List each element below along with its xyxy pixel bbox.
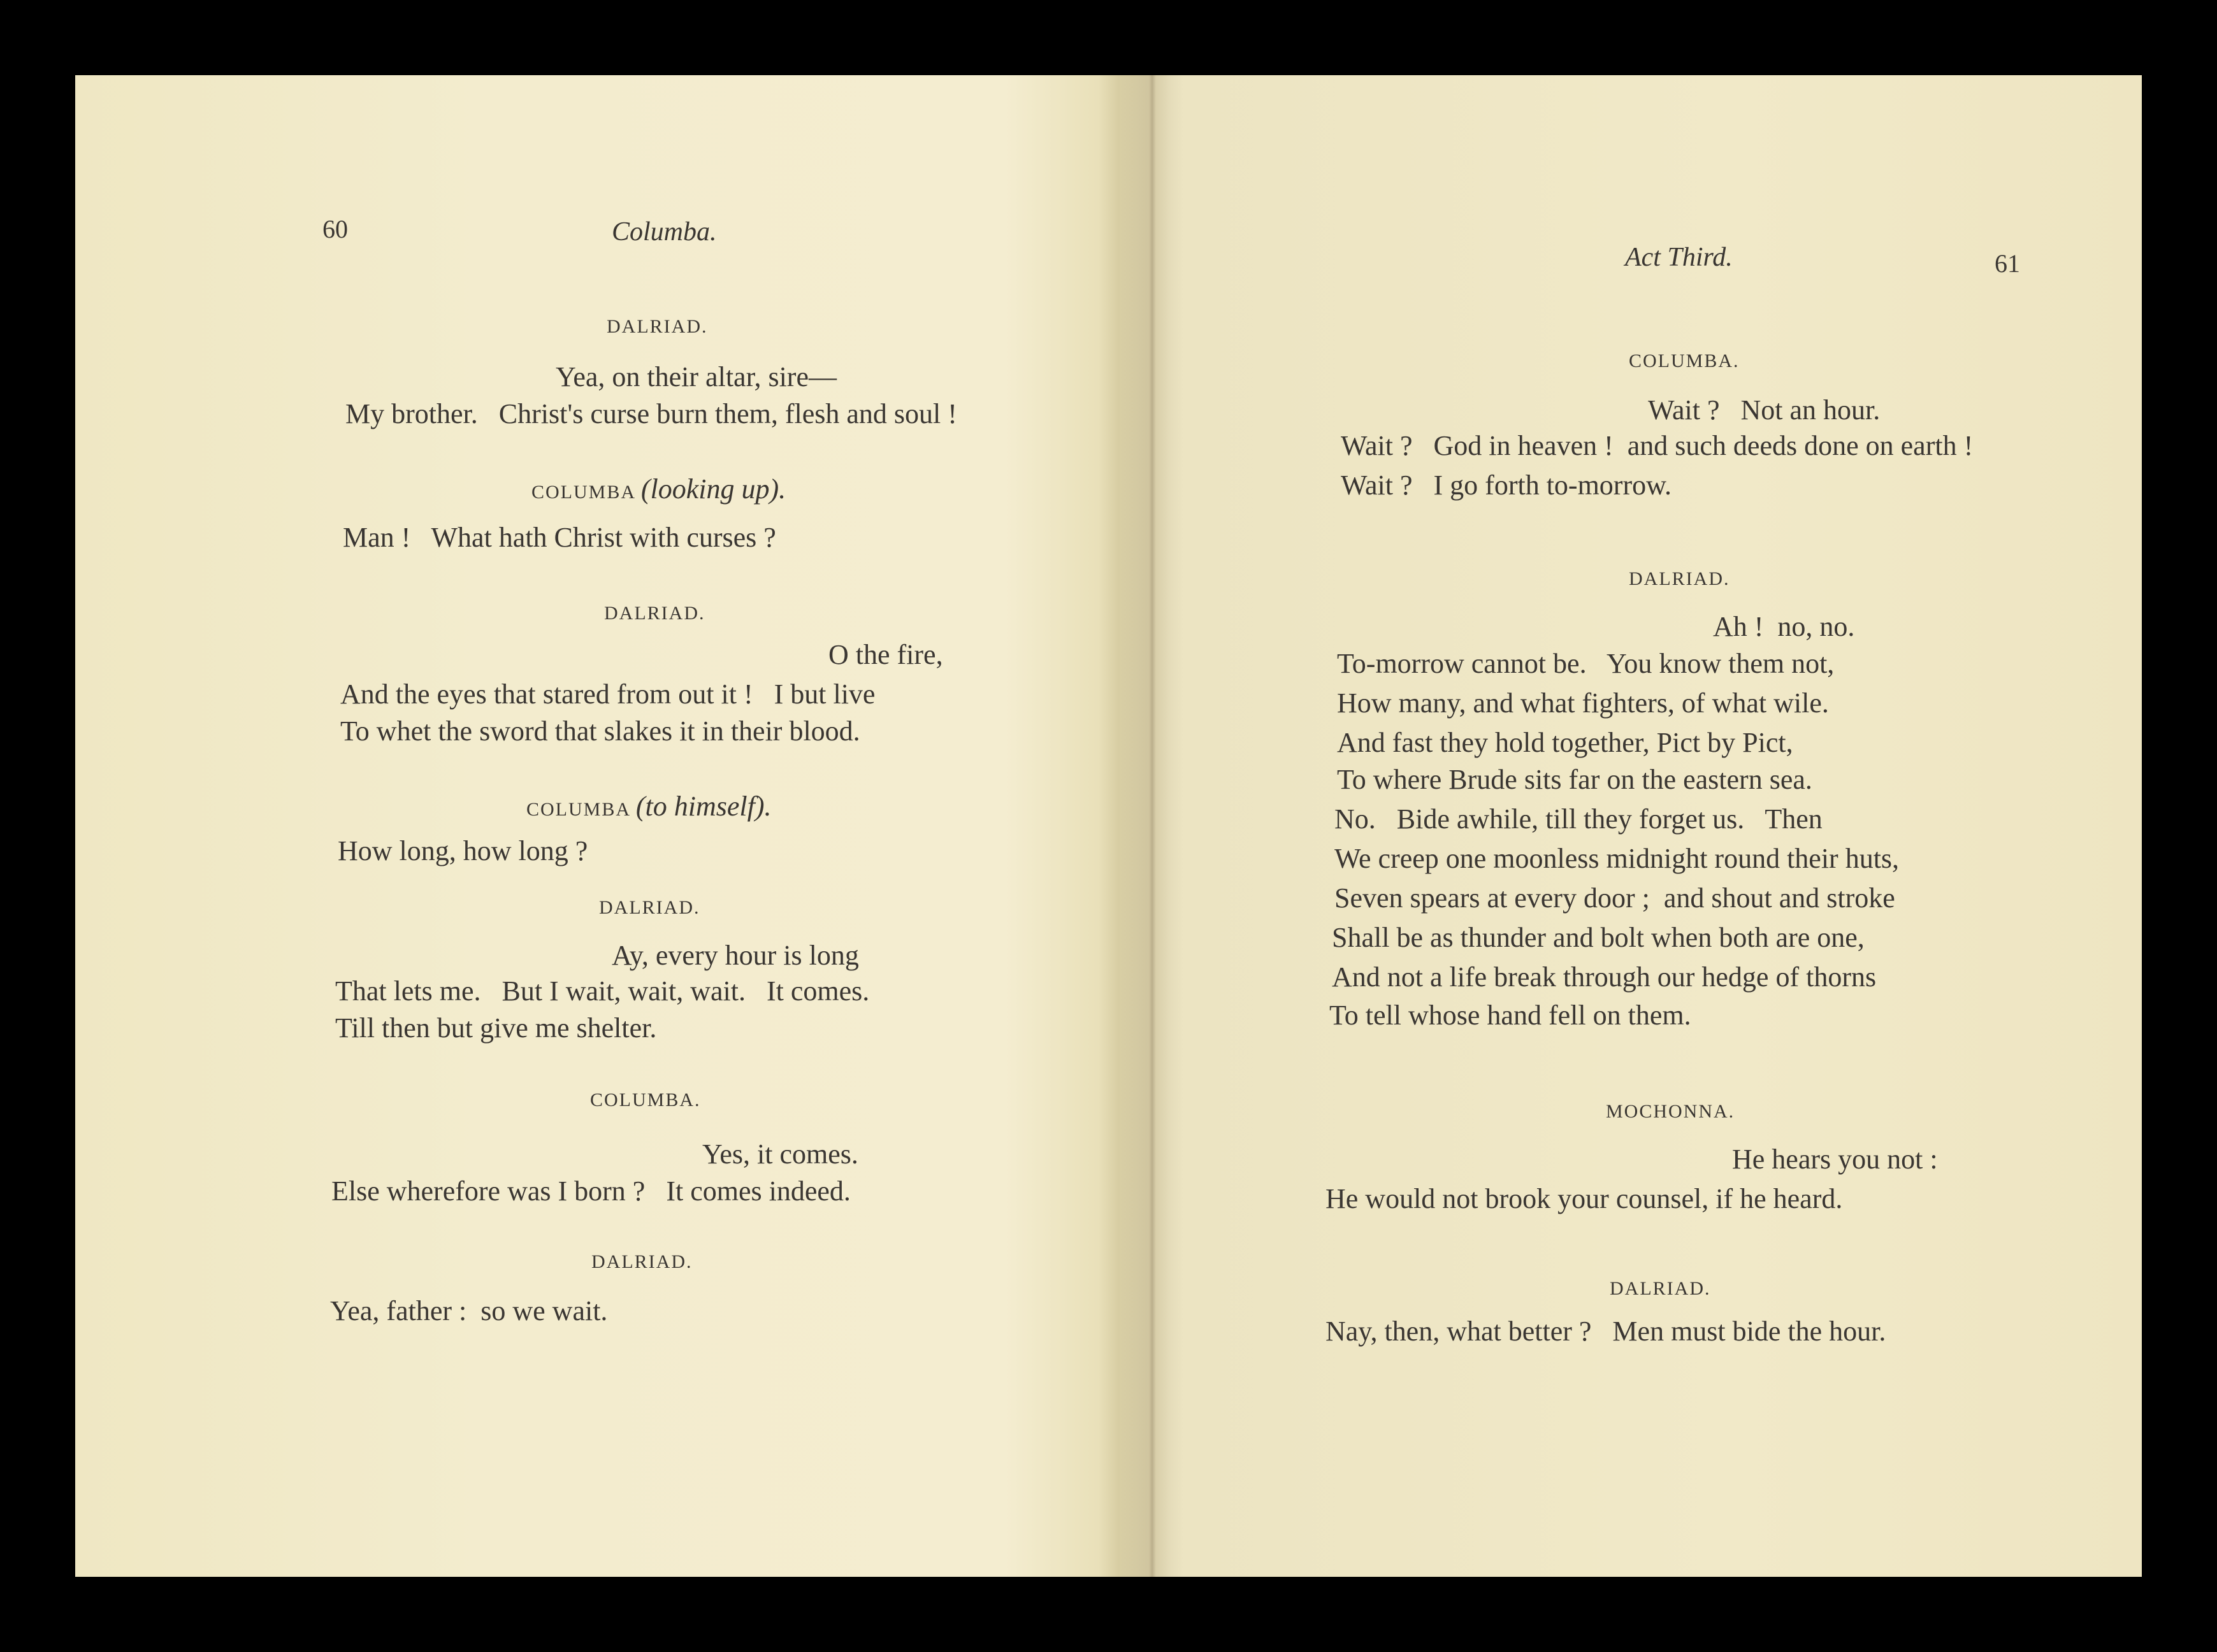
verse-line: To-morrow cannot be. You know them not, bbox=[1337, 648, 1835, 679]
speaker-heading: DALRIAD. bbox=[604, 603, 705, 624]
speaker-heading: DALRIAD. bbox=[607, 316, 708, 337]
speaker-heading bbox=[531, 473, 786, 505]
verse-line: We creep one moonless midnight round their huts, bbox=[1334, 843, 1900, 874]
speaker-heading: COLUMBA. bbox=[590, 1089, 701, 1110]
verse-line: Yea, father : so we wait. bbox=[330, 1295, 608, 1326]
verse-line: Wait ? Not an hour. bbox=[1648, 394, 1881, 426]
verse-line: Yea, on their altar, sire— bbox=[556, 361, 837, 392]
running-head-left: Columba. bbox=[612, 217, 717, 247]
running-head-right: Act Third. bbox=[1625, 243, 1733, 272]
speaker-heading bbox=[526, 790, 772, 822]
left-page bbox=[75, 75, 1133, 1577]
speaker-heading: DALRIAD. bbox=[1610, 1278, 1711, 1299]
verse-line: Else wherefore was I born ? It comes indeed. bbox=[331, 1175, 851, 1207]
verse-line: And the eyes that stared from out it ! I but live bbox=[340, 679, 876, 710]
verse-line: And fast they hold together, Pict by Pict, bbox=[1337, 727, 1793, 758]
verse-line: To whet the sword that slakes it in their blood. bbox=[340, 715, 860, 747]
speaker-heading: DALRIAD. bbox=[591, 1251, 693, 1272]
verse-line: To tell whose hand fell on them. bbox=[1329, 1000, 1691, 1031]
verse-line: My brother. Christ's curse burn them, flesh and soul ! bbox=[345, 398, 957, 429]
page-number-left: 60 bbox=[322, 215, 348, 243]
verse-line: Yes, it comes. bbox=[702, 1138, 858, 1170]
speaker-name: COLUMBA bbox=[526, 799, 630, 820]
verse-line: And not a life break through our hedge of thorns bbox=[1332, 961, 1877, 993]
book-spread bbox=[75, 75, 2142, 1577]
verse-line: How many, and what fighters, of what wile. bbox=[1337, 687, 1829, 719]
verse-line: Nay, then, what better ? Men must bide the hour. bbox=[1325, 1316, 1886, 1347]
speaker-heading: DALRIAD. bbox=[1629, 568, 1730, 589]
stage-direction: (to himself). bbox=[635, 791, 772, 822]
verse-line: That lets me. But I wait, wait, wait. It comes. bbox=[335, 975, 870, 1007]
verse-line: How long, how long ? bbox=[338, 835, 588, 866]
verse-line: Shall be as thunder and bolt when both are one, bbox=[1332, 922, 1865, 953]
verse-line: Till then but give me shelter. bbox=[335, 1012, 657, 1044]
stage-direction: (looking up). bbox=[640, 473, 786, 505]
verse-line: Seven spears at every door ; and shout and stroke bbox=[1334, 882, 1895, 914]
verse-line: Ah ! no, no. bbox=[1713, 611, 1855, 642]
speaker-heading: DALRIAD. bbox=[599, 897, 700, 918]
speaker-name: COLUMBA bbox=[531, 482, 635, 503]
verse-line: Ay, every hour is long bbox=[612, 940, 859, 971]
verse-line: Wait ? God in heaven ! and such deeds done on earth ! bbox=[1341, 430, 1974, 461]
verse-line: He hears you not : bbox=[1732, 1144, 1938, 1175]
verse-line: O the fire, bbox=[828, 639, 943, 670]
verse-line: No. Bide awhile, till they forget us. Then bbox=[1334, 803, 1823, 835]
page-number-right: 61 bbox=[1995, 249, 2020, 278]
verse-line: To where Brude sits far on the eastern sea. bbox=[1337, 764, 1812, 795]
speaker-heading: COLUMBA. bbox=[1629, 350, 1740, 371]
verse-line: Man ! What hath Christ with curses ? bbox=[343, 522, 776, 553]
verse-line: Wait ? I go forth to-morrow. bbox=[1341, 470, 1672, 501]
speaker-heading: MOCHONNA. bbox=[1606, 1101, 1735, 1122]
verse-line: He would not brook your counsel, if he heard. bbox=[1325, 1183, 1843, 1214]
